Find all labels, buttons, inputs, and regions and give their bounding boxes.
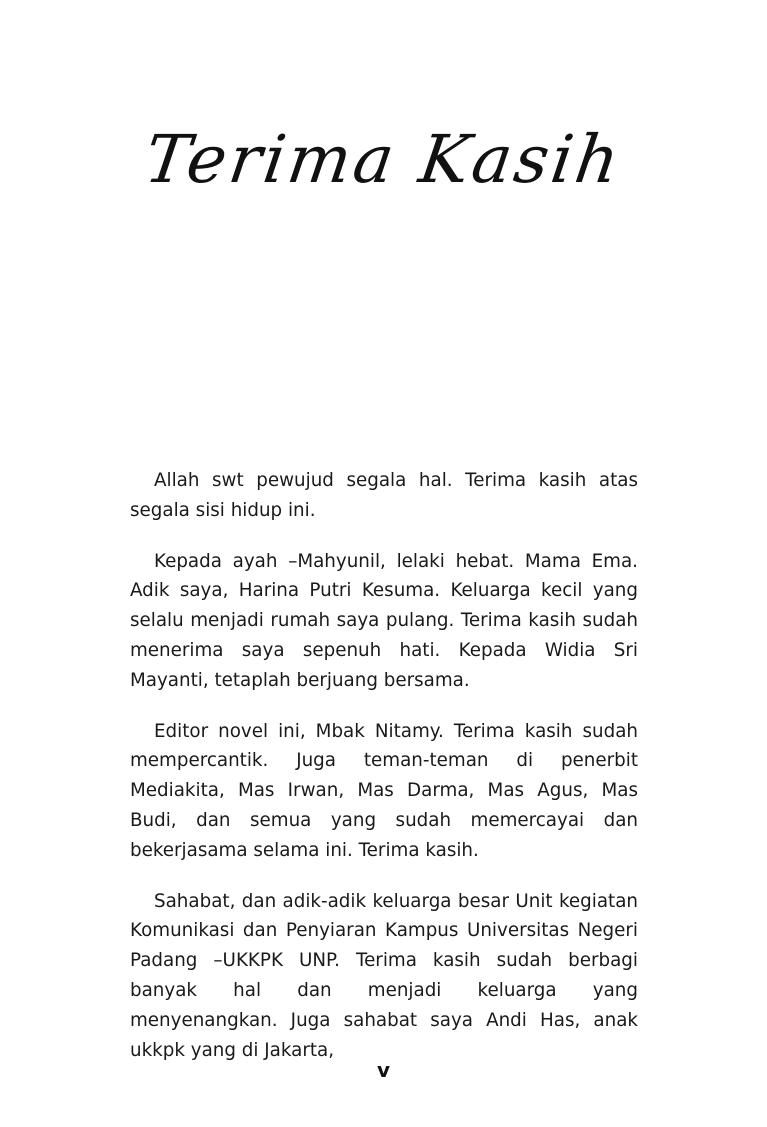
- body-text: [130, 466, 638, 1086]
- paragraph: Kepada ayah –Mahyunil, lelaki hebat. Mama Ema. Adik saya, Harina Putri Kesuma. Keluarga kecil yang selalu menjadi rumah saya pulang. Terima kasih sudah menerima saya sepenuh hati. Kepada Widia Sri Mayanti, tetaplah berjuang bersama.: [130, 550, 638, 691]
- paragraph: Allah swt pewujud segala hal. Terima kasih atas segala sisi hidup ini.: [130, 470, 638, 521]
- paragraph: Sahabat, dan adik-adik keluarga besar Unit kegiatan Komunikasi dan Penyiaran Kampus Universitas Negeri Padang –UKKPK UNP. Terima kasih sudah berbagi banyak hal dan menjadi keluarga yang menyenangkan. Juga sahabat saya Andi Has, anak ukkpk yang di Jakarta,: [130, 890, 638, 1061]
- page-title: Terima Kasih: [140, 121, 627, 198]
- paragraph: Editor novel ini, Mbak Nitamy. Terima kasih sudah mempercantik. Juga teman-teman di penerbit Mediakita, Mas Irwan, Mas Darma, Mas Agus, Mas Budi, dan semua yang sudah memercayai dan bekerjasama selama ini. Terima kasih.: [130, 720, 638, 861]
- page-number: v: [376, 1058, 391, 1082]
